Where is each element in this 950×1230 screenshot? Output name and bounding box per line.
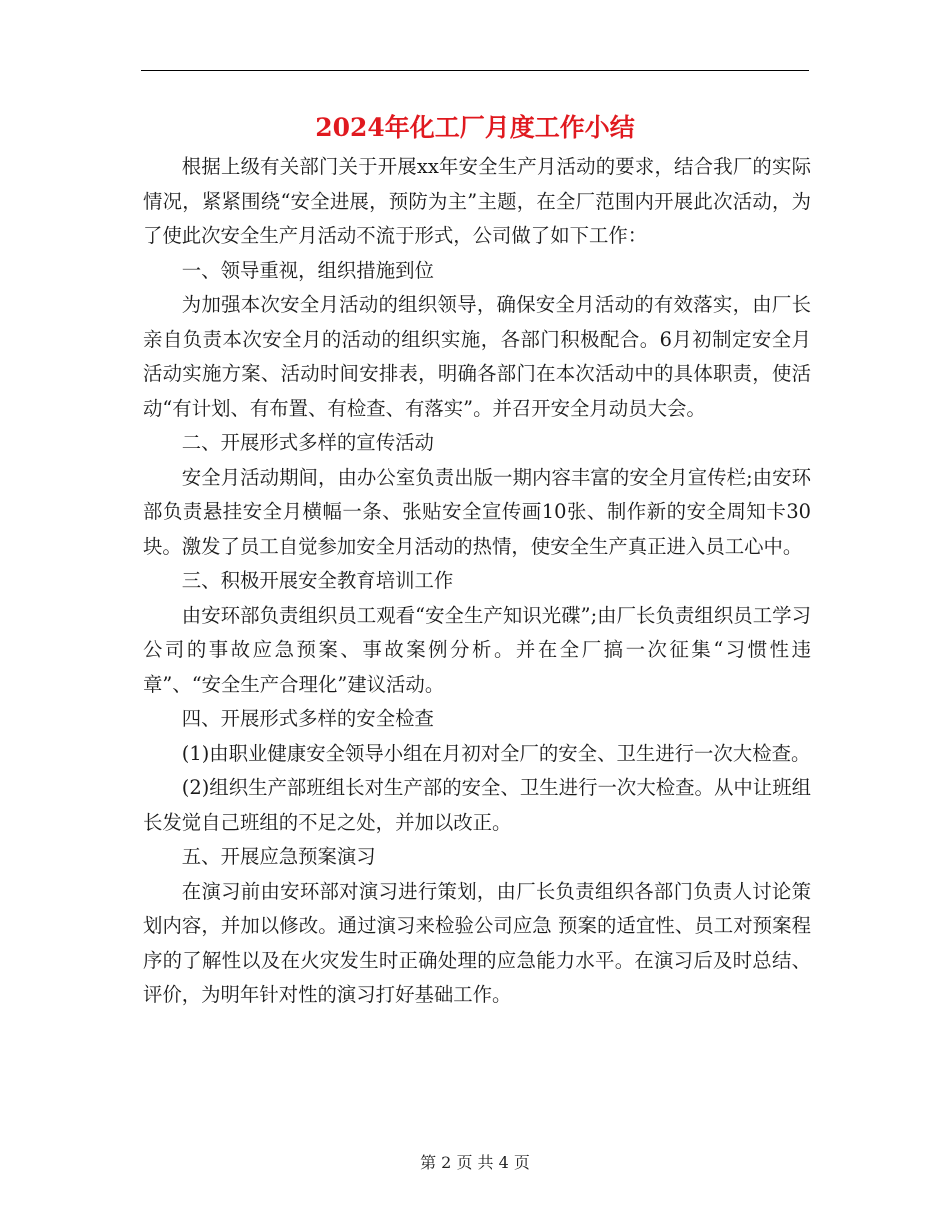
document-title: 2024年化工厂月度工作小结 xyxy=(315,113,635,142)
intro-paragraph: 根据上级有关部门关于开展xx年安全生产月活动的要求，结合我厂的实际情况，紧紧围绕“安全进展，预防为主”主题，在全厂范围内开展此次活动，为了使此次安全生产月活动不流于形式，公司做了如下工作： xyxy=(143,155,811,247)
header-rule xyxy=(141,70,809,71)
body-paragraph: 为加强本次安全月活动的组织领导，确保安全月活动的有效落实，由厂长亲自负责本次安全月的活动的组织实施，各部门积极配合。6月初制定安全月活动实施方案、活动时间安排表，明确各部门在本次活动中的具体职责，使活动“有计划、有布置、有检查、有落实”。并召开安全月动员大会。 xyxy=(143,293,811,420)
section-heading: 四、开展形式多样的安全检查 xyxy=(181,707,434,730)
body-paragraph: (2)组织生产部班组长对生产部的安全、卫生进行一次大检查。从中让班组长发觉自己班组的不足之处，并加以改正。 xyxy=(143,776,811,834)
document-body xyxy=(143,150,811,1013)
body-paragraph: (1)由职业健康安全领导小组在月初对全厂的安全、卫生进行一次大检查。 xyxy=(181,741,811,765)
body-paragraph: 由安环部负责组织员工观看“安全生产知识光碟”;由厂长负责组织员工学习公司的事故应急预案、事故案例分析。并在全厂搞一次征集“习惯性违章”、“安全生产合理化”建议活动。 xyxy=(143,603,811,696)
body-paragraph: 在演习前由安环部对演习进行策划，由厂长负责组织各部门负责人讨论策划内容，并加以修改。通过演习来检验公司应急 预案的适宜性、员工对预案程序的了解性以及在火灾发生时正确处理的应急能力水平。在演习后及时总结、评价，为明年针对性的演习打好基础工作。 xyxy=(143,879,811,1006)
body-paragraph: 安全月活动期间，由办公室负责出版一期内容丰富的安全月宣传栏;由安环部负责悬挂安全月横幅一条、张贴安全宣传画10张、制作新的安全周知卡30块。激发了员工自觉参加安全月活动的热情，使安全生产真正进入员工心中。 xyxy=(143,465,811,558)
section-heading: 二、开展形式多样的宣传活动 xyxy=(181,431,434,454)
section-heading: 三、积极开展安全教育培训工作 xyxy=(181,569,454,592)
page-number-footer: 第 2 页 共 4 页 xyxy=(420,1153,530,1172)
section-heading: 一、领导重视，组织措施到位 xyxy=(181,258,434,282)
section-heading: 五、开展应急预案演习 xyxy=(181,845,376,868)
